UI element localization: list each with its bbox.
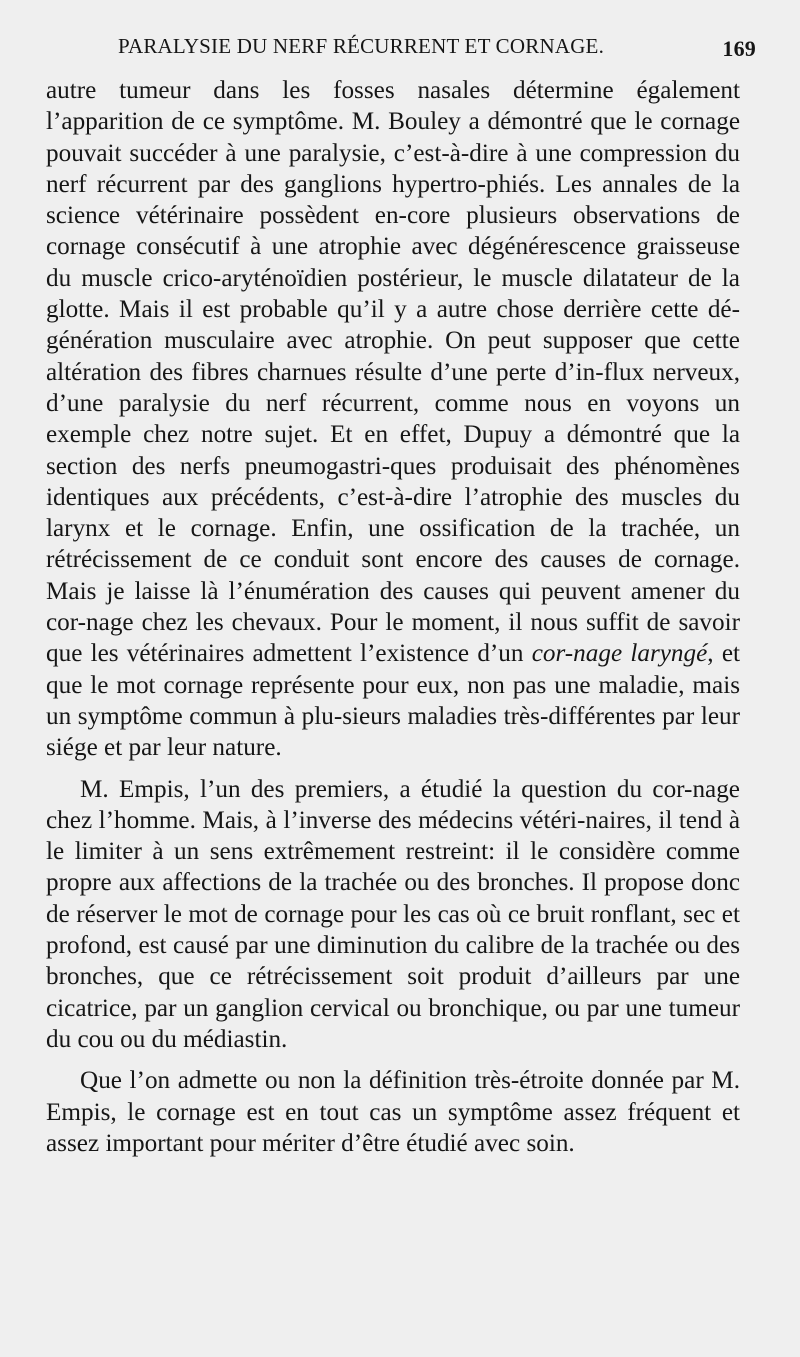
body-paragraph-continuation (46, 75, 740, 764)
running-title: PARALYSIE DU NERF RÉCURRENT ET CORNAGE. (118, 34, 605, 58)
italic-term: cor-nage laryngé (531, 640, 708, 668)
book-text-body (46, 75, 740, 1159)
page-number: 169 (722, 36, 756, 61)
body-paragraph-conclusion: Que l’on admette ou non la définition très-étroite donnée par M. Empis, le cornage est en tout cas un symptôme assez fréquent et assez important pour mériter d’être étudié avec soin. (46, 1067, 740, 1157)
body-paragraph-empis: M. Empis, l’un des premiers, a étudié la question du cor-nage chez l’homme. Mais, à l’inverse des médecins vétéri-naires, il tend à le limiter à un sens extrêmement restreint: il le considère comme propre aux affections de la trachée ou des bronches. Il propose donc de réserver le mot de cornage pour les cas où ce bruit ronflant, sec et profond, est causé par une diminution du calibre de la trachée ou des bronches, que ce rétrécissement soit produit d’ailleurs par une cicatrice, par un ganglion cervical ou bronchique, ou par une tumeur du cou ou du médiastin. (46, 775, 740, 1053)
paragraph-text-before-emphasis: autre tumeur dans les fosses nasales détermine également l’apparition de ce symptôme. M. Bouley a démontré que le cornage pouvait succéder à une paralysie, c’est-à-dire à une compression du nerf récurrent par des ganglions hypertro-phiés. Les annales de la science vétérinaire possèdent en-core plusieurs observations de cornage consécutif à une atrophie avec dégénérescence graisseuse du muscle crico-aryténoïdien postérieur, le muscle dilatateur de la glotte. Mais il est probable qu’il y a autre chose derrière cette dé-génération musculaire avec atrophie. On peut supposer que cette altération des fibres charnues résulte d’une perte d’in-flux nerveux, d’une paralysie du nerf récurrent, comme nous en voyons un exemple chez notre sujet. Et en effet, Dupuy a démontré que la section des nerfs pneumogastri-ques produisait des phénomènes identiques aux précédents, c’est-à-dire l’atrophie des muscles du larynx et le cornage. Enfin, une ossification de la trachée, un rétrécissement de ce conduit sont encore des causes de cornage. Mais je laisse là l’énumération des causes qui peuvent amener du cor-nage chez les chevaux. Pour le moment, il nous suffit de savoir que les vétérinaires admettent l’existence d’un (46, 77, 740, 668)
running-header (118, 28, 756, 62)
paragraph-text-after-emphasis: , et que le mot cornage représente pour eux, non pas une maladie, mais un symptôme commun à plu-sieurs maladies très-différentes par leur siége et par leur nature. (46, 640, 740, 762)
